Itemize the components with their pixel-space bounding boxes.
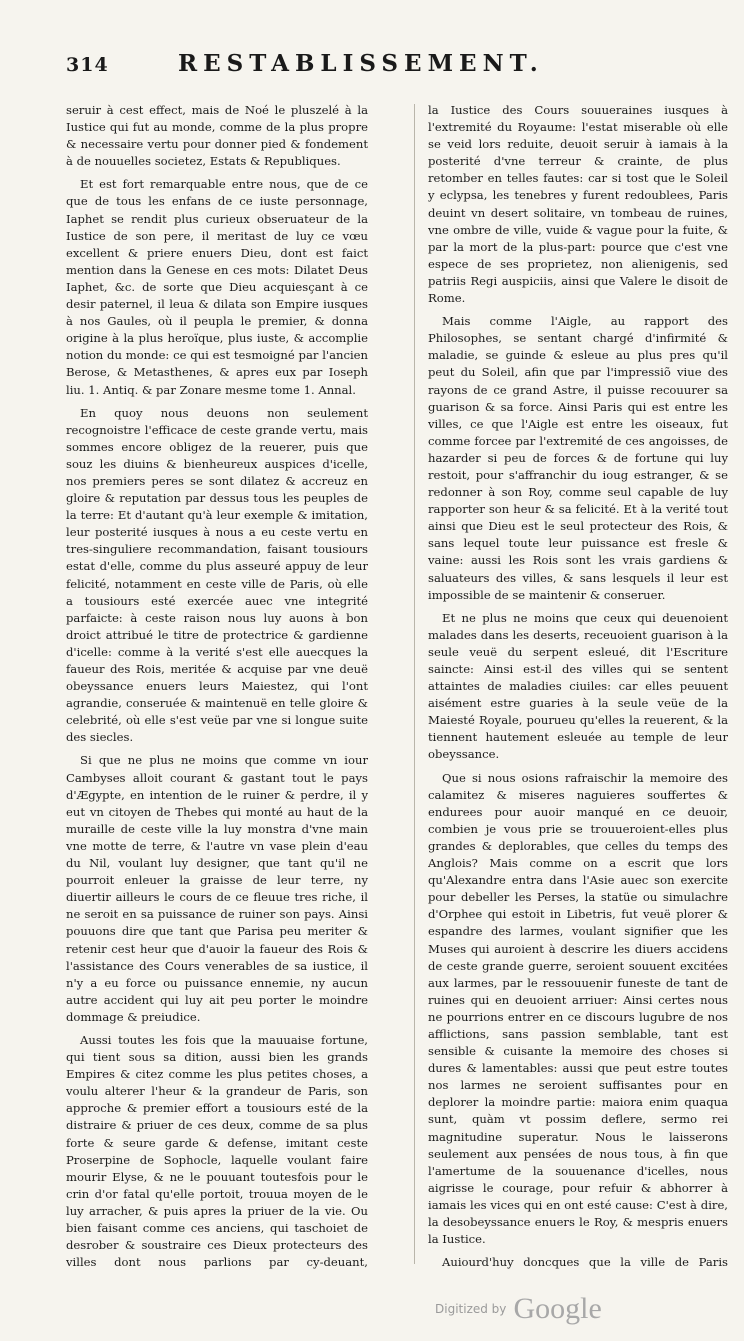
- page-header: [66, 48, 726, 84]
- google-logo: Google: [513, 1292, 602, 1325]
- paragraph: En quoy nous deuons non seulement recognoistre l'efficace de ceste grande vertu, mais sommes encore obligez de la reuerer, puis que souz les diuins & bienheureux auspices d'icelle, nos premiers peres se sont dilatez & accreuz en gloire & reputation par dessus tous les peuples de la terre: Et d'autant qu'à leur exemple & imitation, leur posterité iusques à nous a eu ceste vertu en tres-singuliere recommandation, faisant tousiours estat d'elle, comme du plus asseuré appuy de leur felicité, notamment en ceste ville de Paris, où elle a tousiours esté exercée auec vne integrité parfaicte: à ceste raison nous luy auons à bon droict attribué le titre de protectrice & gardienne d'icelle: comme à la verité s'est elle auecques la faueur des Rois, meritée & acquise par vne deuë obeyssance enuers leurs Maiestez, qui l'ont agrandie, conseruée & maintenuë en telle gloire & celebrité, où elle s'est veüe par vne si longue suite des siecles.: [66, 405, 368, 745]
- paragraph: Et ne plus ne moins que ceux qui deuenoient malades dans les deserts, receuoient guarison à la seule veuë du serpent esleué, dit l'Escriture saincte: Ainsi est-il des villes qui se sentent attaintes de maladies ciuiles: car elles peuuent aisément estre guaries à la seule veüe de la Maiesté Royale, pourueu qu'elles la reuerent, & la tiennent hautement esleuée au temple de leur obeyssance.: [428, 610, 728, 762]
- paragraph: Si que ne plus ne moins que comme vn iour Cambyses alloit courant & gastant tout le pays d'Ægypte, en intention de le ruiner & perdre, il y eut vn citoyen de Thebes qui monté au haut de la muraille de ceste ville la luy monstra d'vne main vne motte de terre, & l'autre vn vase plein d'eau du Nil, voulant luy designer, que tant qu'il ne pourroit enleuer la graisse de leur terre, ny diuertir ailleurs le cours de ce fleuue tres riche, il ne seroit en sa puissance de ruiner son pays. Ainsi pouuons dire que tant que Parisa peu meriter & retenir cest heur que d'auoir la faueur des Rois & l'assistance des Cours venerables de sa iustice, il n'y a eu force ou puissance ennemie, ny aucun autre accident qui luy ait peu porter le moindre dommage & preiudice.: [66, 753, 368, 1024]
- paragraph: Auiourd'huy doncques que la ville de Paris: [442, 1255, 728, 1270]
- paragraph: Que si nous osions rafraischir la memoire des calamitez & miseres naguieres souffertes & endurees pour auoir manqué en ce deuoir, combien je vous prie se trouueroient-elles plus grandes & deplorables, que celles du temps des Anglois? Mais comme on a escrit que lors qu'Alexandre entra dans l'Asie auec son exercite pour debeller les Perses, la statüe ou simulachre d'Orphee qui estoit in Libetris, fut veuë plorer & espandre des larmes, voulant signifier que les Muses qui auroient à descrire les diuers accidens de ceste grande guerre, seroient souuent excitées aux larmes, par le ressouuenir funeste de tant de ruines qui en deuoient arriuer: Ainsi certes nous ne pourrions entrer en ce discours lugubre de nos afflictions, sans passion semblable, tant est sensible & cuisante la memoire des choses si dures & lamentables: aussi que peut estre toutes nos larmes ne seroient suffisantes pour en deplorer la moindre partie: maiora enim quaqua sunt, quàm vt possim deflere, sermo rei magnitudine superatur. Nous le laisserons seulement aux pensées de nous tous, à fin que l'amertume de la souuenance d'icelles, nous aigrisse le courage, pour refuir & abhorrer à iamais les vices qui en ont esté cause: C'est à dire, la desobeyssance enuers le Roy, & mespris enuers la Iustice.: [428, 770, 728, 1247]
- watermark-prefix: Digitized by: [435, 1302, 507, 1316]
- column-divider: [414, 104, 415, 1264]
- paragraph: Aussi toutes les fois que la mauuaise fortune, qui tient sous sa dition, aussi bien les grands Empires & citez comme les plus petites choses, a voulu alterer l'heur & la grandeur de Paris, son approche & premier effort a tousiours esté de la distraire & priuer de ces deux, comme de sa plus forte & seure garde & defense, imitant ceste Proserpine de Sophocle, laquelle voulant faire mourir Elyse, & ne le pouuant toutesfois pour le crin d'or fatal qu'elle portoit, trouua moyen de le luy arracher, & puis apres la priuer de la vie. Ou bien faisant comme ces anciens, qui taschoiet de desrober & soustraire ces Dieux protecteurs des villes dont nous parlions par cy-deuant,: [66, 1032, 368, 1270]
- page-number: 314: [66, 54, 109, 76]
- paragraph: Et est fort remarquable entre nous, que de ce que de tous les enfans de ce iuste personnage, Iaphet se rendit plus curieux obseruateur de la Iustice de son pere, il meritast de luy ce vœu excellent & priere enuers Dieu, dont est faict mention dans la Genese en ces mots: Dilatet Deus Iaphet, &c. de sorte que Dieu acquiesçant à ce desir paternel, il leua & dilata son Empire iusques à nos Gaules, où il peupla le premier, & donna origine à la plus heroïque, plus iuste, & accomplie notion du monde: ce qui est tesmoigné par l'ancien Berose, & Metasthenes, & apres eux par Ioseph liu. 1. Antiq. & par Zonare mesme tome 1. Annal.: [66, 177, 368, 397]
- digitized-watermark: [435, 1292, 602, 1332]
- running-title: RESTABLISSEMENT.: [178, 50, 544, 77]
- left-column: [66, 102, 368, 1270]
- paragraph: seruir à cest effect, mais de Noé le pluszelé à la Iustice qui fut au monde, comme de la plus propre & necessaire vertu pour donner pied & fondement à de nouuelles societez, Estats & Republiques.: [66, 103, 368, 169]
- paragraph: la Iustice des Cours souueraines iusques à l'extremité du Royaume: l'estat miserable où elle se veid lors reduite, deuoit seruir à iamais à la posterité d'vne terreur & crainte, de plus retomber en telles fautes: car si tost que le Soleil y eclypsa, les tenebres y furent redoublees, Paris deuint vn desert solitaire, vn tombeau de ruines, vne ombre de ville, vuide & vague pour la fuite, & par la mort de la plus-part: pource que c'est vne espece de ses proprietez, non alienigenis, sed patriis Regi auspiciis, ainsi que Valere le disoit de Rome.: [428, 103, 728, 306]
- right-column: [428, 102, 728, 1270]
- paragraph: Mais comme l'Aigle, au rapport des Philosophes, se sentant chargé d'infirmité & maladie, se guinde & esleue au plus pres qu'il peut du Soleil, afin que par l'impressiõ viue des rayons de ce grand Astre, il puisse recouurer sa guarison & sa force. Ainsi Paris qui est entre les villes, ce que l'Aigle est entre les oiseaux, fut comme forcee par l'extremité de ces angoisses, de hazarder si peu de forces & de fortune qui luy restoit, pour s'affranchir du ioug estranger, & se redonner à son Roy, comme seul capable de luy rapporter son heur & sa felicité. Et à la verité tout ainsi que Dieu est le seul protecteur des Rois, & sans lequel toute leur puissance est fresle & vaine: aussi les Rois sont les vrais gardiens & saluateurs des villes, & sans lesquels il leur est impossible de se maintenir & conseruer.: [428, 314, 728, 602]
